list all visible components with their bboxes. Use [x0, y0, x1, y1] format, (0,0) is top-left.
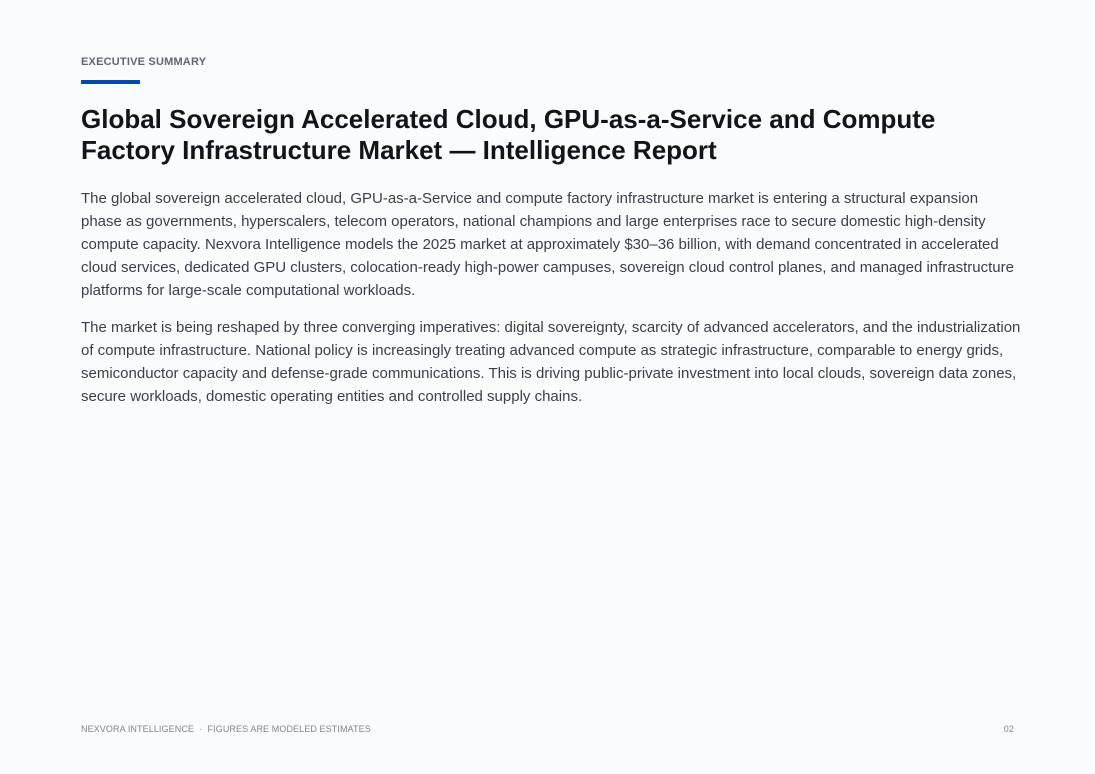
summary-paragraph-1: The global sovereign accelerated cloud, GPU-as-a-Service and compute factory infrastructure market is entering a structural expansion phase as governments, hyperscalers, telecom operators, national champions and large enterprises race to secure domestic high-density compute capacity. Nexvora Intelligence models the 2025 market at approximately $30–36 billion, with demand concentrated in accelerated cloud services, dedicated GPU clusters, colocation-ready high-power campuses, sovereign cloud control planes, and managed infrastructure platforms for large-scale computational workloads. — [81, 190, 1014, 299]
summary-paragraph-2: The market is being reshaped by three converging imperatives: digital sovereignty, scarcity of advanced accelerators, and the industrialization of compute infrastructure. National policy is increasingly treating advanced compute as strategic infrastructure, comparable to energy grids, semiconductor capacity and defense-grade communications. This is driving public-private investment into local clouds, sovereign data zones, secure workloads, domestic operating entities and controlled supply chains. — [81, 319, 1021, 405]
section-label: EXECUTIVE SUMMARY — [81, 56, 207, 68]
page-footer — [81, 724, 1014, 734]
footer-source-note: NEXVORA INTELLIGENCE · FIGURES ARE MODELED ESTIMATES — [81, 724, 371, 734]
page-title: Global Sovereign Accelerated Cloud, GPU-as-a-Service and Compute Factory Infrastructure Market — Intelligence Report — [81, 104, 936, 165]
page-number: 02 — [1003, 724, 1014, 734]
accent-bar — [81, 80, 140, 84]
